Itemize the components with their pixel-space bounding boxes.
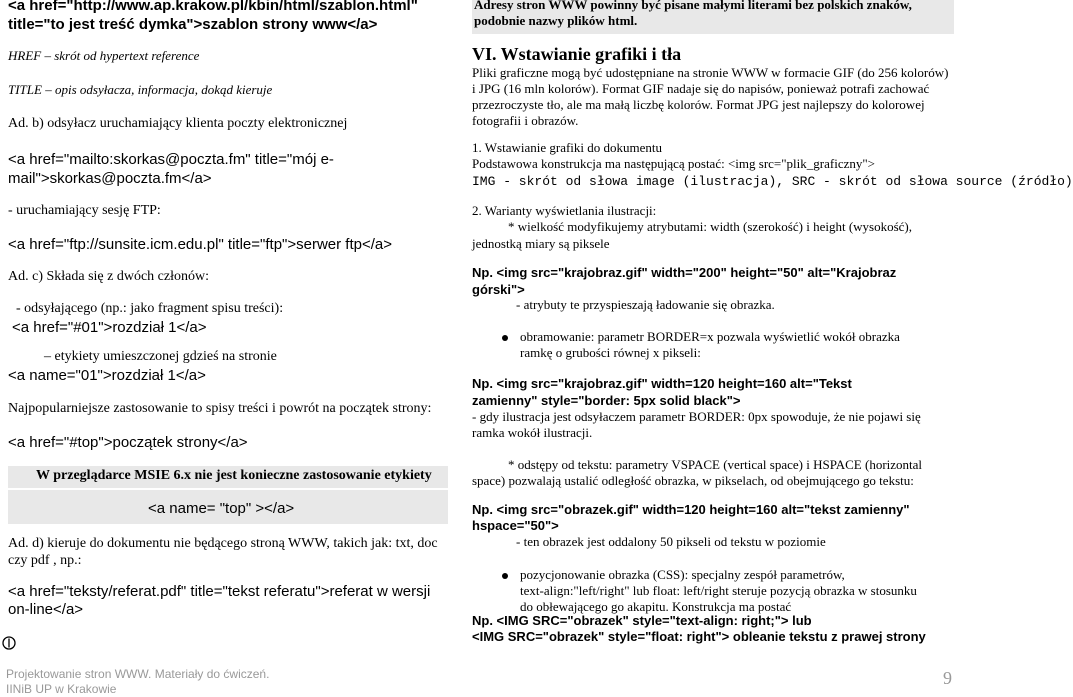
ftp-code: <a href="ftp://sunsite.icm.edu.pl" title="ftp">serwer ftp</a> — [8, 236, 393, 253]
formats-para-line-1: Pliki graficzne mogą być udostępniane na stronie WWW w formacie GIF (do 256 kolorów) — [472, 65, 949, 80]
subsection-2-heading: 2. Warianty wyświetlania ilustracji: — [472, 203, 657, 218]
footer-line-2: IINiB UP w Krakowie — [6, 682, 117, 696]
popular-text: Najpopularniejsze zastosowanie to spisy treści i powrót na początek strony: — [8, 401, 432, 416]
pdf-link-code-line-2: on-line</a> — [8, 601, 84, 618]
position-bullet-line-3: do obłewającego go akapitu. Konstrukcja ma postać — [520, 599, 792, 614]
anchor-name-top-code: <a name= "top" ></a> — [148, 500, 295, 517]
example-1-note: - atrybuty te przyspieszają ładowanie się obrazka. — [516, 297, 775, 312]
position-bullet-line-1: pozycjonowanie obrazka (CSS): specjalny zespół parametrów, — [502, 567, 845, 583]
example-3-line-1: Np. <img src="obrazek.gif" width=120 height=160 alt="tekst zamienny" — [472, 502, 910, 517]
ad-c-heading: Ad. c) Składa się z dwóch członów: — [8, 269, 209, 284]
page-number: 9 — [943, 668, 952, 688]
bullet-icon — [502, 573, 508, 579]
code-link-line-1: <a href="http://www.ap.krakow.pl/kbin/html/szablon.html" — [8, 0, 418, 14]
example-2-note-1: - gdy ilustracja jest odsyłaczem parametr BORDER: 0px spowoduje, że nie pojawi się — [472, 409, 921, 424]
formats-para-line-2: i JPG (16 mln kolorów). Format GIF nadaje się do napisów, ponieważ potrafi zachować — [472, 81, 930, 96]
ad-d-line-1: Ad. d) kieruje do dokumentu nie będącego stroną WWW, takich jak: txt, doc — [8, 536, 438, 551]
title-definition: TITLE – opis odsyłacza, informacja, dokąd kieruje — [8, 82, 273, 97]
href-definition: HREF – skrót od hypertext reference — [8, 48, 200, 63]
code-link-line-2: title="to jest treść dymka">szablon strony www</a> — [8, 16, 378, 33]
section-vi-heading: VI. Wstawianie grafiki i tła — [472, 44, 682, 64]
position-bullet-line-2: text-align:"left/right" lub float: left/right steruje pozycją obrazka w stosunku — [520, 583, 917, 598]
example-4-line-1: Np. <IMG SRC="obrazek" style="text-align: right;"> lub — [472, 613, 812, 628]
img-construction: Podstawowa konstrukcja ma następującą postać: <img src="plik_graficzny"> — [472, 156, 875, 171]
anchor-01-code: <a href="#01">rozdział 1</a> — [12, 319, 207, 336]
pushpin-icon — [2, 636, 16, 650]
example-2-line-2: zamienny" style="border: 5px solid black"> — [472, 393, 741, 408]
msie-note: W przeglądarce MSIE 6.x nie jest konieczne zastosowanie etykiety — [36, 468, 432, 483]
example-4-line-2: <IMG SRC="obrazek" style="float: right"> obleanie tekstu z prawej strony — [472, 629, 926, 644]
formats-para-line-3: przezroczyste tło, ale ma małą liczbę kolorów. Format JPG jest najlepszy do kolorowej — [472, 97, 925, 112]
anchor-name-01-code: <a name="01">rozdział 1</a> — [8, 367, 206, 384]
mailto-code-line-1: <a href="mailto:skorkas@poczta.fm" title="mój e- — [8, 151, 334, 168]
ad-d-line-2: czy pdf , np.: — [8, 553, 82, 568]
pdf-link-code-line-1: <a href="teksty/referat.pdf" title="tekst referatu">referat w wersji — [8, 583, 431, 600]
formats-para-line-4: fotografii i obrazów. — [472, 113, 579, 128]
page-footer — [6, 667, 269, 697]
etykiety-text: – etykiety umieszczonej gdzieś na stronie — [44, 349, 277, 364]
example-2-line-1: Np. <img src="krajobraz.gif" width=120 height=160 alt="Tekst — [472, 376, 852, 391]
anchor-top-code: <a href="#top">początek strony</a> — [8, 434, 248, 451]
ftp-intro: - uruchamiający sesję FTP: — [8, 203, 161, 218]
footer-line-1: Projektowanie stron WWW. Materiały do ćwiczeń. — [6, 667, 270, 681]
spacing-line-1: * odstępy od tekstu: parametry VSPACE (vertical space) i HSPACE (horizontal — [508, 457, 923, 472]
img-src-explanation: IMG - skrót od słowa image (ilustracja), SRC - skrót od słowa source (źródło) — [472, 174, 1073, 189]
border-bullet-line-2: ramkę o grubości równej x pikseli: — [520, 345, 701, 360]
example-1-line-2: górski"> — [472, 282, 525, 297]
bullet-icon — [502, 335, 508, 341]
spacing-line-2: space) pozwalają ustalić odległość obrazka, w pikselach, od obejmującego go tekstu: — [472, 473, 914, 488]
size-units-line: jednostką miary są piksele — [472, 236, 610, 251]
odsylajacy-text: - odsyłającego (np.: jako fragment spisu treści): — [16, 301, 284, 316]
example-1-line-1: Np. <img src="krajobraz.gif" width="200" height="50" alt="Krajobraz — [472, 265, 897, 280]
size-attributes-line: * wielkość modyfikujemy atrybutami: width (szerokość) i height (wysokość), — [508, 219, 913, 234]
header-note-line-1: Adresy stron WWW powinny być pisane małymi literami bez polskich znaków, — [474, 0, 912, 12]
example-3-line-2: hspace="50"> — [472, 518, 559, 533]
header-note-line-2: podobnie nazwy plików html. — [474, 13, 638, 28]
ad-b-heading: Ad. b) odsyłacz uruchamiający klienta poczty elektronicznej — [8, 116, 348, 131]
mailto-code-line-2: mail">skorkas@poczta.fm</a> — [8, 170, 212, 187]
subsection-1-heading: 1. Wstawianie grafiki do dokumentu — [472, 140, 663, 155]
example-2-note-2: ramka wokół ilustracji. — [472, 425, 593, 440]
example-3-note: - ten obrazek jest oddalony 50 pikseli od tekstu w poziomie — [516, 534, 826, 549]
border-bullet-line-1: obramowanie: parametr BORDER=x pozwala wyświetlić wokół obrazka — [502, 329, 900, 345]
